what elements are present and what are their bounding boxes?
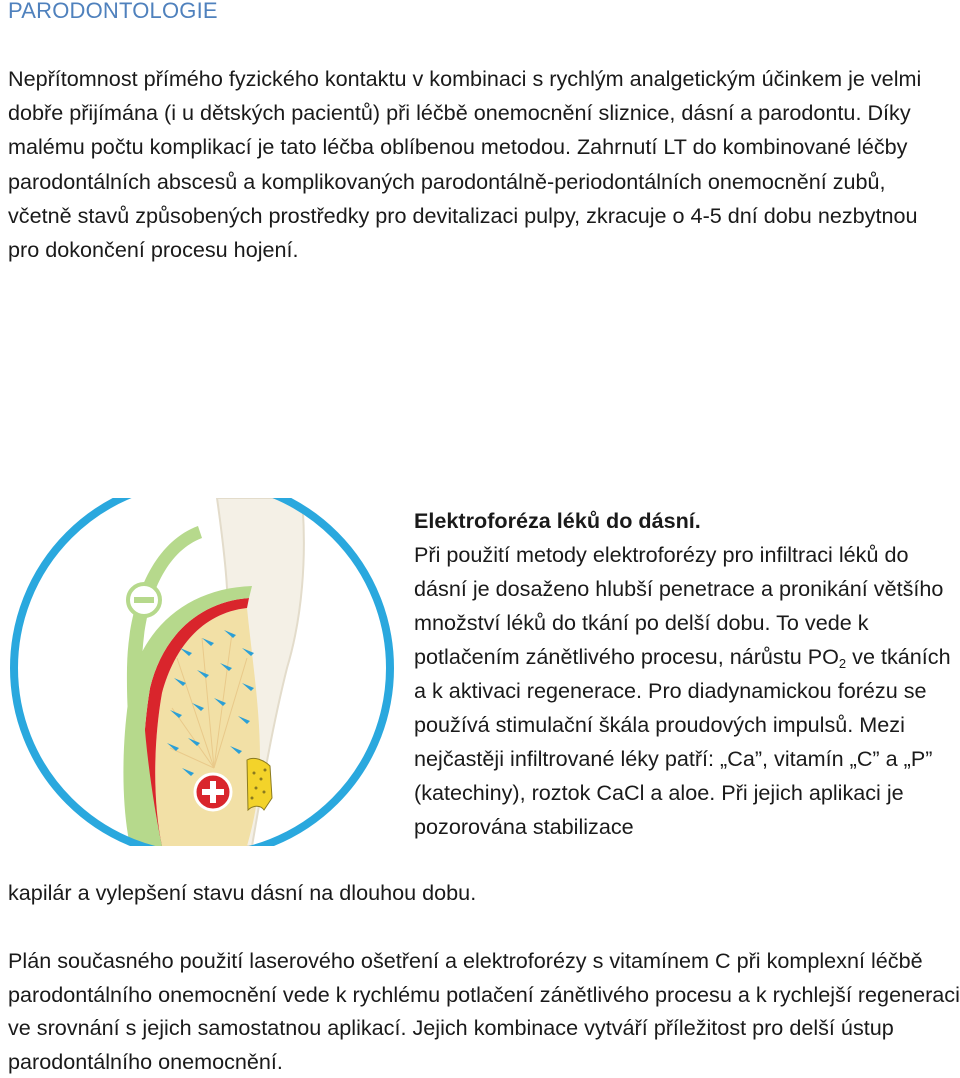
bone-shape — [247, 758, 272, 810]
section-text-part1: Při použití metody elektroforézy pro infiltraci léků do dásní je dosaženo hlubší penetrace a pronikání většího množství léků do tkání po delší dobu. To vede k potlačením zánětlivého procesu, nárůstu PO — [414, 542, 944, 669]
page-heading: PARODONTOLOGIE — [8, 0, 218, 23]
section-text-part2: ve tkáních a k aktivaci regenerace. Pro diadynamickou forézu se používá stimulační škála proudových impulsů. Mezi nejčastěji infiltrované léky patří: „Ca”, vitamín „C” a „P” (katechiny), roztok CaCl a aloe. Při jejich aplikaci je pozorována stabilizace — [414, 644, 951, 839]
electrophoresis-illustration — [2, 498, 402, 846]
gum-cross-section-diagram — [2, 498, 402, 846]
section-title: Elektroforéza léků do dásní. — [414, 508, 701, 533]
intro-paragraph: Nepřítomnost přímého fyzického kontaktu v kombinaci s rychlým analgetickým účinkem je velmi dobře přijímána (i u dětských pacientů) při léčbě onemocnění sliznice, dásní a parodontu. Díky malému počtu komplikací je tato léčba oblíbenou metodou. Zahrnutí LT do kombinované léčby parodontálních abscesů a komplikovaných parodontálně-periodontálních onemocnění zubů, včetně stavů způsobených prostředky pro devitalizaci pulpy, zkracuje o 4-5 dní dobu nezbytnou pro dokončení procesu hojení. — [8, 66, 922, 263]
electrophoresis-section — [414, 504, 960, 844]
minus-electrode-icon — [128, 584, 160, 616]
po2-subscript: 2 — [838, 656, 847, 671]
section-continuation: kapilár a vylepšení stavu dásní na dlouhou dobu. — [8, 880, 477, 905]
plus-electrode-icon — [195, 774, 231, 810]
closing-paragraph: Plán současného použití laserového ošetření a elektroforézy s vitamínem C při komplexní léčbě parodontálního onemocnění vede k rychlému potlačení zánětlivého procesu a k rychlejší regeneraci ve srovnání s jejich samostatnou aplikací. Jejich kombinace vytváří příležitost pro delší ústup parodontálního onemocnění. — [8, 948, 960, 1074]
